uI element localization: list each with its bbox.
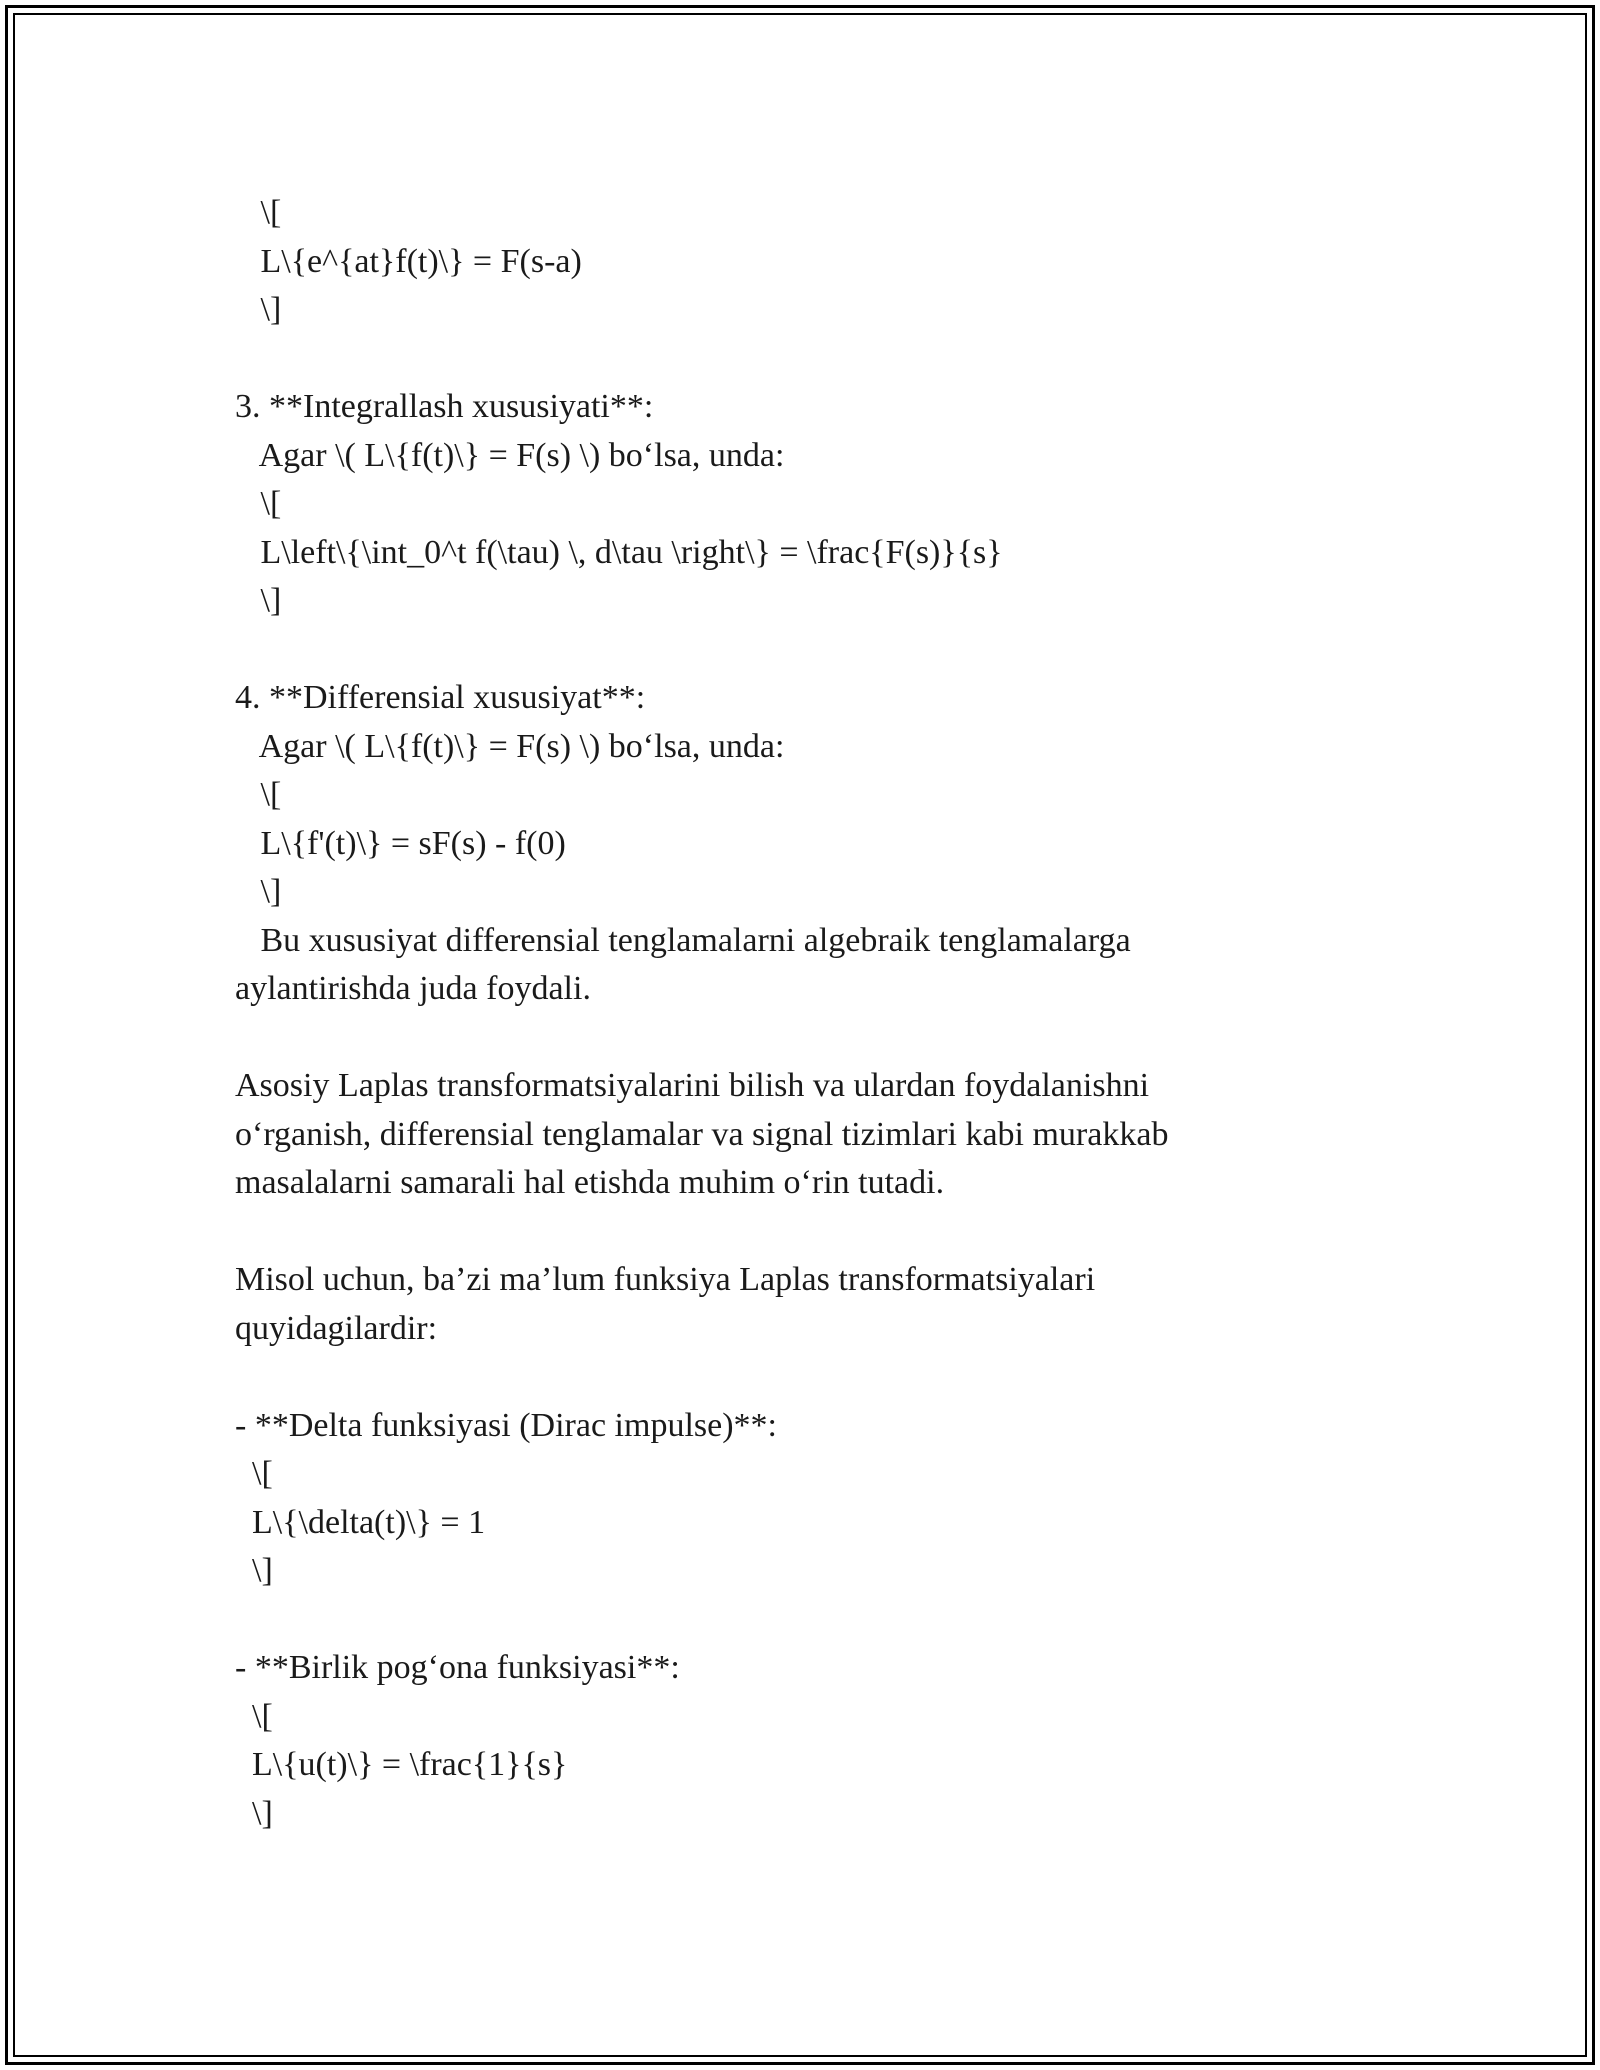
- text-line: \[: [235, 194, 282, 231]
- text-line: \]: [235, 1794, 273, 1832]
- text-line: L\{u(t)\} = \frac{1}{s}: [235, 1746, 568, 1783]
- text-line: \[: [235, 485, 282, 522]
- text-line: \]: [235, 873, 282, 910]
- text-line: L\{\delta(t)\} = 1: [235, 1503, 486, 1541]
- text-line: o‘rganish, differensial tenglamalar va signal tizimlari kabi murakkab: [235, 1115, 1169, 1153]
- text-line: - **Delta funksiyasi (Dirac impulse)**:: [235, 1406, 777, 1444]
- text-line: Agar \( L\{f(t)\} = F(s) \) bo‘lsa, unda:: [235, 727, 785, 765]
- text-line: L\{f'(t)\} = sF(s) - f(0): [235, 824, 566, 862]
- blank-line: [235, 1353, 1335, 1402]
- text-line: L\left\{\int_0^t f(\tau) \, d\tau \right\} = \frac{F(s)}{s}: [235, 533, 1003, 571]
- text-line: masalalarni samarali hal etishda muhim o‘rin tutadi.: [235, 1164, 945, 1201]
- text-line: - **Birlik pog‘ona funksiyasi**:: [235, 1649, 680, 1686]
- text-line: \[: [235, 776, 282, 813]
- text-line: \]: [235, 582, 282, 619]
- text-line: aylantirishda juda foydali.: [235, 970, 591, 1007]
- document-body: [235, 189, 1335, 1838]
- text-line: 3. **Integrallash xususiyati**:: [235, 388, 654, 425]
- blank-line: [235, 335, 1335, 384]
- text-line: quyidagilardir:: [235, 1309, 438, 1347]
- text-line: L\{e^{at}f(t)\} = F(s-a): [235, 242, 582, 280]
- text-line: Misol uchun, ba’zi ma’lum funksiya Laplas transformatsiyalari: [235, 1261, 1096, 1298]
- text-line: Agar \( L\{f(t)\} = F(s) \) bo‘lsa, unda:: [235, 436, 785, 474]
- blank-line: [235, 1596, 1335, 1645]
- text-line: 4. **Differensial xususiyat**:: [235, 679, 646, 716]
- text-line: Asosiy Laplas transformatsiyalarini bilish va ulardan foydalanishni: [235, 1067, 1150, 1104]
- text-line: \]: [235, 291, 282, 328]
- text-line: \]: [235, 1552, 273, 1589]
- text-line: Bu xususiyat differensial tenglamalarni algebraik tenglamalarga: [235, 921, 1131, 959]
- blank-line: [235, 1208, 1335, 1257]
- blank-line: [235, 1014, 1335, 1063]
- text-line: \[: [235, 1455, 273, 1492]
- blank-line: [235, 626, 1335, 675]
- text-line: \[: [235, 1697, 273, 1735]
